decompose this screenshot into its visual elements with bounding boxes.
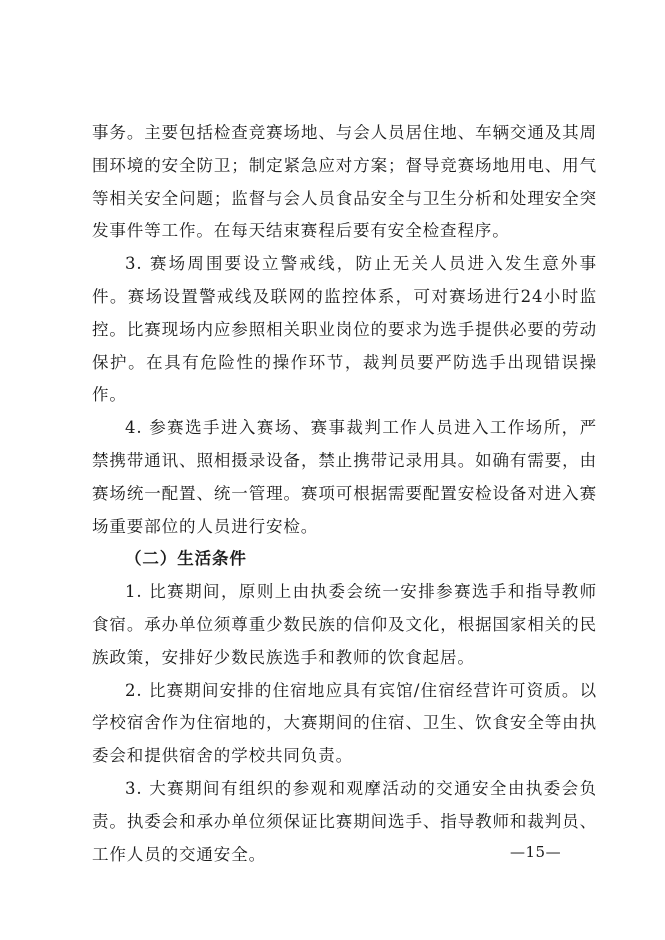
paragraph-item-3-traffic: 3. 大赛期间有组织的参观和观摩活动的交通安全由执委会负责。执委会和承办单位须保证比赛期间选手、指导教师和裁判员、工作人员的交通安全。 <box>92 778 597 864</box>
paragraph-item-3-cordon: 3. 赛场周围要设立警戒线，防止无关人员进入发生意外事件。赛场设置警戒线及联网的监控体系，可对赛场进行24小时监控。比赛现场内应参照相关职业岗位的要求为选手提供必要的劳动保护。在具有危险性的操作环节，裁判员要严防选手出现错误操作。 <box>92 254 597 405</box>
paragraph-item-4-devices: 4. 参赛选手进入赛场、赛事裁判工作人员进入工作场所，严禁携带通讯、照相摄录设备，禁止携带记录用具。如确有需要，由赛场统一配置、统一管理。赛项可根据需要配置安检设备对进入赛场重要部位的人员进行安检。 <box>92 418 597 536</box>
paragraph-item-2-lodging: 2. 比赛期间安排的住宿地应具有宾馆/住宿经营许可资质。以学校宿舍作为住宿地的，大赛期间的住宿、卫生、饮食安全等由执委会和提供宿舍的学校共同负责。 <box>92 680 597 766</box>
document-body <box>92 117 597 871</box>
paragraph-security-duties: 事务。主要包括检查竞赛场地、与会人员居住地、车辆交通及其周围环境的安全防卫；制定紧急应对方案；督导竞赛场地用电、用气等相关安全问题；监督与会人员食品安全与卫生分析和处理安全突发事件等工作。在每天结束赛程后要有安全检查程序。 <box>92 123 597 241</box>
page-number: —15— <box>510 843 562 861</box>
paragraph-item-1-accommodation: 1. 比赛期间，原则上由执委会统一安排参赛选手和指导教师食宿。承办单位须尊重少数民族的信仰及文化，根据国家相关的民族政策，安排好少数民族选手和教师的饮食起居。 <box>92 582 597 667</box>
section-heading-living-conditions: （二）生活条件 <box>125 549 247 569</box>
